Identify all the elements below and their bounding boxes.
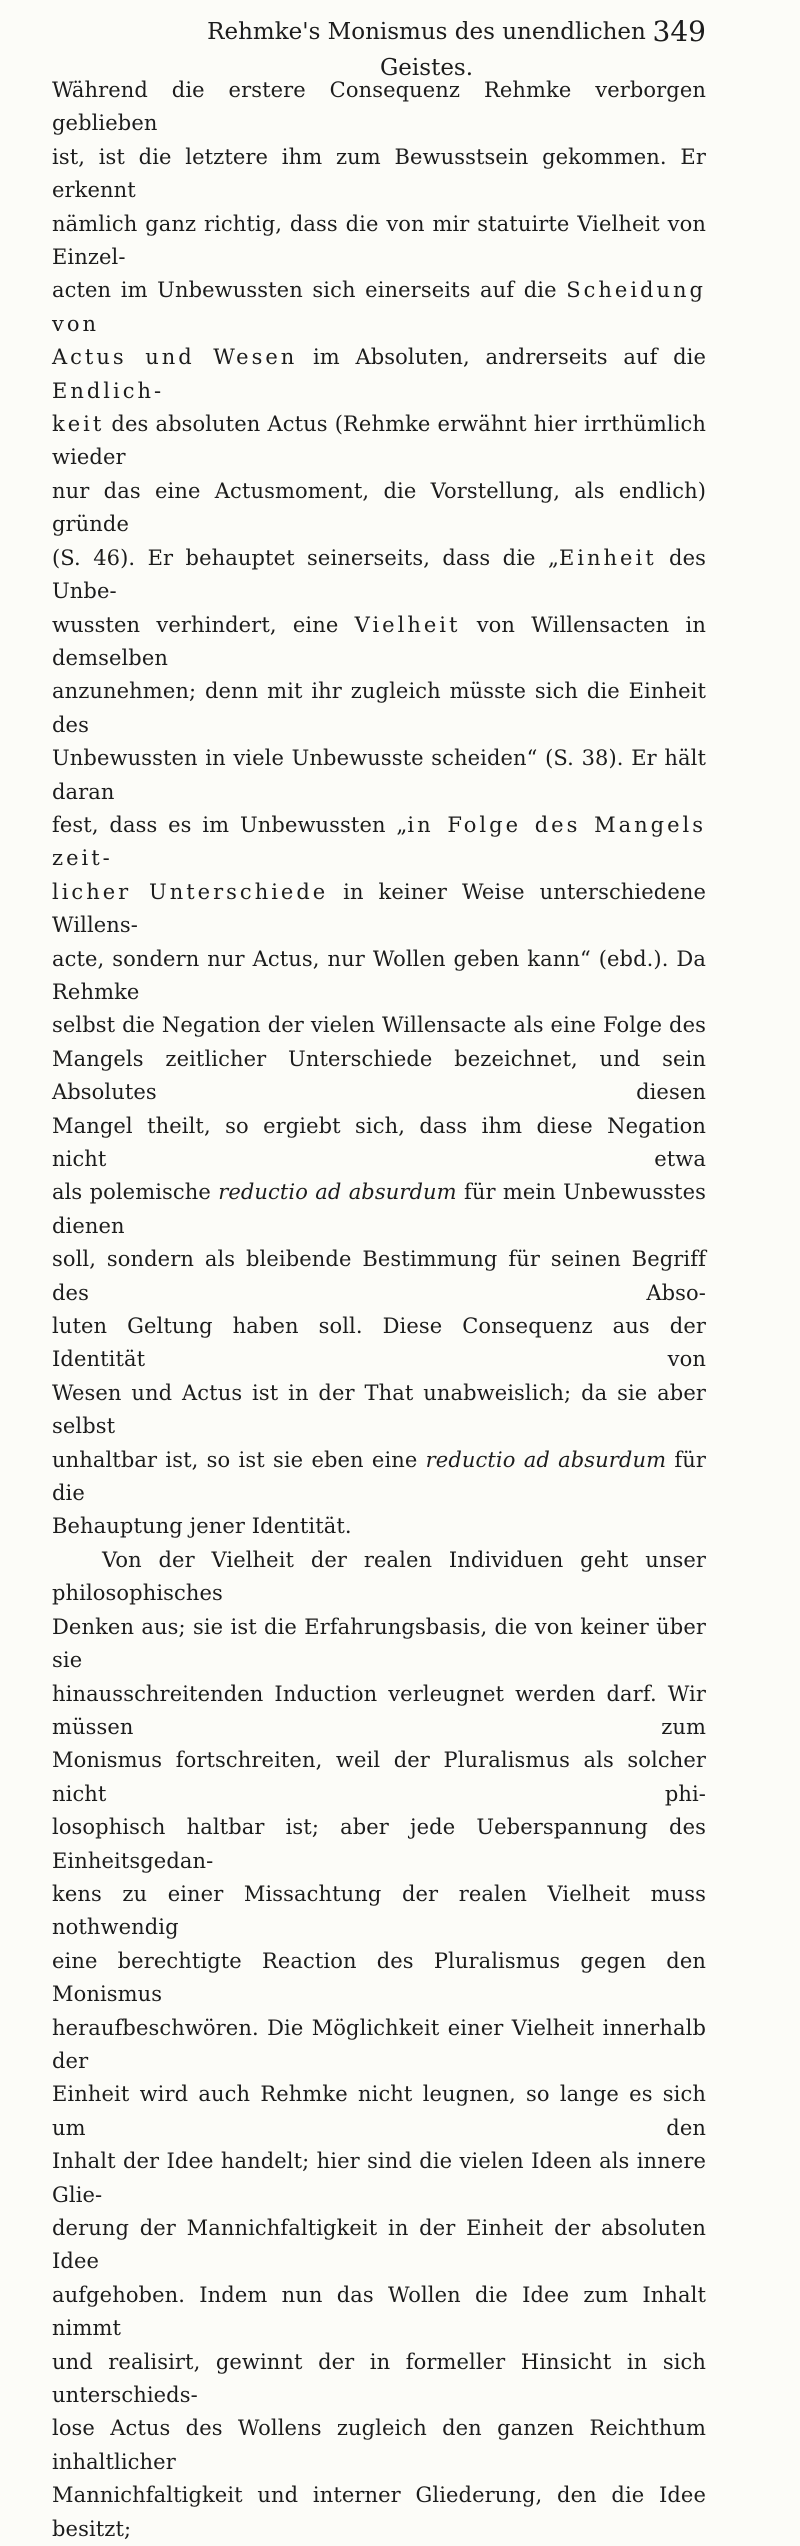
page-number: 349 — [652, 15, 706, 48]
text-line: luten Geltung haben soll. Diese Consequenz aus der Identität von — [52, 1314, 706, 1372]
text-run: des Unbe- — [52, 545, 706, 604]
page-header — [52, 14, 706, 81]
text-line: aufgehoben. Indem nun das Wollen die Idee zum Inhalt nimmt — [52, 2282, 706, 2341]
text-line: Während die erstere Consequenz Rehmke verborgen geblieben — [52, 78, 706, 136]
text-run: acten im Unbewussten sich einerseits auf die — [52, 278, 567, 303]
text-line: acte, sondern nur Actus, nur Wollen geben kann“ (ebd.). Da Rehmke — [52, 946, 706, 1004]
text-line: Mangel theilt, so ergiebt sich, dass ihm diese Negation nicht etwa — [52, 1113, 706, 1171]
text-line: Denken aus; sie ist die Erfahrungsbasis, die von keiner über sie — [52, 1614, 706, 1673]
text-line: ist, ist die letztere ihm zum Bewusstsein gekommen. Er erkennt — [52, 144, 706, 203]
spaced-emphasis: Endlich- — [52, 378, 165, 403]
italic-phrase: reductio ad absurdum — [425, 1447, 667, 1472]
text-line: Behauptung jener Identität. — [52, 1514, 352, 1539]
text-run: von Willensacten in demselben — [52, 612, 706, 670]
text-line: hinausschreitenden Induction verleugnet werden darf. Wir müssen zum — [52, 1681, 706, 1739]
text-line: derung der Mannichfaltigkeit in der Einheit der absoluten Idee — [52, 2216, 706, 2274]
text-line: anzunehmen; denn mit ihr zugleich müsste sich die Einheit des — [52, 679, 706, 737]
spaced-emphasis: Scheidung von — [52, 278, 706, 336]
text-run: in keiner Weise unterschiedene Willens- — [52, 879, 706, 938]
text-line: Monismus fortschreiten, weil der Pluralismus als solcher nicht phi- — [52, 1748, 706, 1806]
text-line — [52, 809, 706, 876]
text-run: als polemische — [52, 1180, 219, 1205]
text-line — [52, 408, 706, 475]
text-line: kens zu einer Missachtung der realen Vielheit muss nothwendig — [52, 1881, 706, 1940]
text-run: wussten verhindert, eine — [52, 612, 355, 637]
text-run: für die — [52, 1447, 706, 1506]
text-line — [52, 609, 706, 676]
text-line: selbst die Negation der vielen Willensacte als eine Folge des — [52, 1013, 706, 1038]
text-line: Unbewussten in viele Unbewusste scheiden“ (S. 38). Er hält daran — [52, 746, 706, 804]
text-line: heraufbeschwören. Die Möglichkeit einer Vielheit innerhalb der — [52, 2015, 706, 2073]
text-run: für mein Unbewusstes dienen — [52, 1180, 706, 1238]
text-line: Von der Vielheit der realen Individuen geht unser philosophisches — [52, 1547, 706, 1606]
text-run: (S. 46). Er behauptet seinerseits, dass die „ — [52, 545, 559, 570]
text-run: des absoluten Actus (Rehmke erwähnt hier irrthümlich wieder — [52, 412, 706, 470]
spaced-emphasis: in Folge des Mangels zeit- — [52, 812, 706, 871]
text-line: nämlich ganz richtig, dass die von mir statuirte Vielheit von Einzel- — [52, 211, 706, 270]
text-line: nur das eine Actusmoment, die Vorstellung, als endlich) gründe — [52, 478, 706, 537]
text-run: fest, dass es im Unbewussten „ — [52, 812, 408, 837]
text-line: eine berechtigte Reaction des Pluralismus gegen den Monismus — [52, 1948, 706, 2007]
text-line — [52, 876, 706, 943]
spaced-emphasis: Einheit — [558, 545, 657, 570]
text-line: und realisirt, gewinnt der in formeller Hinsicht in sich unterschieds- — [52, 2349, 706, 2408]
spaced-emphasis: Vielheit — [354, 612, 461, 637]
text-run: unhaltbar ist, so ist sie eben eine — [52, 1447, 426, 1472]
text-line: Einheit wird auch Rehmke nicht leugnen, so lange es sich um den — [52, 2082, 706, 2140]
running-title: Rehmke's Monismus des unendlichen Geistes. — [207, 19, 646, 81]
text-line: Wesen und Actus ist in der That unabweislich; da sie aber selbst — [52, 1380, 706, 1439]
text-line — [52, 542, 706, 609]
text-line: Mangels zeitlicher Unterschiede bezeichnet, und sein Absolutes diesen — [52, 1046, 706, 1105]
spaced-emphasis: Actus und Wesen — [52, 345, 298, 370]
text-line — [52, 274, 706, 341]
text-line: losophisch haltbar ist; aber jede Ueberspannung des Einheitsgedan- — [52, 1815, 706, 1873]
body-text — [52, 74, 706, 2546]
italic-phrase: reductio ad absurdum — [218, 1180, 457, 1205]
text-run: im Absoluten, andrerseits auf die — [297, 345, 706, 370]
spaced-emphasis: keit — [52, 412, 105, 437]
text-line: Mannichfaltigkeit und interner Gliederung, den die Idee besitzt; — [52, 2483, 706, 2541]
text-line — [52, 1176, 706, 1243]
text-line: soll, sondern als bleibende Bestimmung für seinen Begriff des Abso- — [52, 1247, 706, 1305]
text-line — [52, 1444, 706, 1511]
text-line — [52, 341, 706, 408]
text-line: lose Actus des Wollens zugleich den ganzen Reichthum inhaltlicher — [52, 2416, 706, 2474]
text-line: Inhalt der Idee handelt; hier sind die vielen Ideen als innere Glie- — [52, 2149, 706, 2207]
spaced-emphasis: licher Unterschiede — [52, 879, 329, 904]
